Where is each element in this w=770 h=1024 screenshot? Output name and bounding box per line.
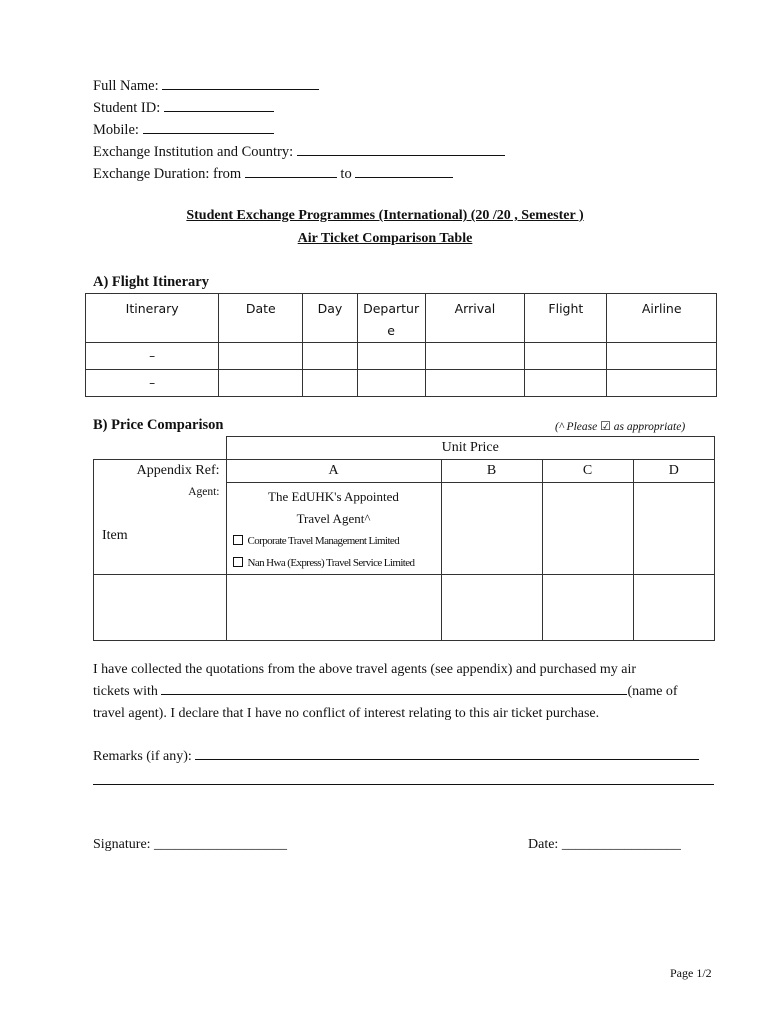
agent-d-cell[interactable] — [633, 483, 715, 575]
header-itinerary: Itinerary — [86, 294, 219, 343]
declaration-line2 — [93, 681, 678, 703]
mobile-label: Mobile: — [93, 122, 139, 138]
agent-label: Agent: — [188, 485, 220, 498]
institution-field[interactable] — [297, 143, 505, 156]
page-subtitle: Air Ticket Comparison Table — [297, 231, 473, 246]
declaration-suffix: (name of — [627, 684, 678, 699]
price-b-cell[interactable] — [441, 575, 542, 641]
flight-cell[interactable] — [525, 343, 607, 370]
airline-cell[interactable] — [607, 343, 717, 370]
institution-row — [93, 143, 505, 161]
page-title: Student Exchange Programmes (International) (20 /20 , Semester ) — [186, 208, 584, 223]
agent-option-corporate[interactable] — [233, 530, 435, 552]
day-cell[interactable] — [303, 343, 357, 370]
mobile-row — [93, 121, 274, 139]
declaration-line1: I have collected the quotations from the above travel agents (see appendix) and purchased my air — [93, 662, 637, 677]
header-day: Day — [303, 294, 357, 343]
duration-from-label: Exchange Duration: from — [93, 166, 242, 182]
full-name-row — [93, 77, 319, 95]
note-suffix: as appropriate) — [613, 421, 686, 433]
signature-label: Signature: — [93, 837, 151, 852]
header-arrival: Arrival — [425, 294, 525, 343]
airline-cell[interactable] — [607, 370, 717, 397]
note-prefix: (^ Please — [555, 421, 598, 433]
agent-c-cell[interactable] — [542, 483, 633, 575]
institution-label: Exchange Institution and Country: — [93, 144, 294, 160]
header-flight: Flight — [525, 294, 607, 343]
table-row — [86, 370, 717, 397]
column-d-header: D — [633, 460, 715, 483]
agent-a-line1: The EdUHK's Appointed — [268, 489, 399, 504]
appropriate-note — [555, 419, 685, 434]
student-id-field[interactable] — [164, 99, 274, 112]
appendix-ref-label: Appendix Ref: — [94, 460, 227, 483]
date-cell[interactable] — [219, 370, 303, 397]
full-name-field[interactable] — [162, 77, 319, 90]
travel-agent-name-field[interactable] — [161, 682, 627, 695]
student-id-label: Student ID: — [93, 100, 161, 116]
departure-cell[interactable] — [357, 343, 425, 370]
price-comparison-heading: B) Price Comparison — [93, 417, 224, 433]
item-value-cell[interactable] — [94, 575, 227, 641]
duration-to-label: to — [340, 166, 352, 182]
itinerary-cell[interactable]: – — [86, 370, 219, 397]
header-departure: Departure — [357, 294, 425, 343]
flight-cell[interactable] — [525, 370, 607, 397]
arrival-cell[interactable] — [425, 370, 525, 397]
agent-option-label: Nan Hwa (Express) Travel Service Limited — [247, 557, 415, 569]
declaration-prefix: tickets with — [93, 684, 158, 699]
table-row — [86, 343, 717, 370]
signature-field[interactable]: ___________________ — [154, 837, 288, 852]
column-b-header: B — [441, 460, 542, 483]
agent-a-cell — [226, 483, 441, 575]
date-cell[interactable] — [219, 343, 303, 370]
remarks-label: Remarks (if any): — [93, 749, 192, 764]
agent-a-line2: Travel Agent^ — [296, 511, 371, 526]
departure-cell[interactable] — [357, 370, 425, 397]
duration-to-field[interactable] — [355, 165, 453, 178]
blank-corner — [94, 437, 227, 460]
declaration-line3: travel agent). I declare that I have no conflict of interest relating to this air ticket purchase. — [93, 706, 600, 721]
price-comparison-table — [93, 436, 715, 641]
column-c-header: C — [542, 460, 633, 483]
checked-box-icon: ☑ — [600, 419, 611, 433]
price-a-cell[interactable] — [226, 575, 441, 641]
arrival-cell[interactable] — [425, 343, 525, 370]
checkbox-icon[interactable] — [233, 535, 243, 545]
date-field[interactable]: _________________ — [561, 837, 681, 852]
agent-option-label: Corporate Travel Management Limited — [247, 535, 400, 547]
item-label: Item — [102, 527, 128, 543]
signature-row — [93, 834, 287, 856]
checkbox-icon[interactable] — [233, 557, 243, 567]
unit-price-header: Unit Price — [226, 437, 715, 460]
header-date: Date — [219, 294, 303, 343]
agent-option-nanhwa[interactable] — [233, 552, 435, 574]
price-d-cell[interactable] — [633, 575, 715, 641]
student-id-row — [93, 99, 274, 117]
itinerary-cell[interactable]: – — [86, 343, 219, 370]
flight-itinerary-heading: A) Flight Itinerary — [93, 274, 209, 290]
price-c-cell[interactable] — [542, 575, 633, 641]
remarks-field[interactable] — [195, 747, 699, 760]
day-cell[interactable] — [303, 370, 357, 397]
header-airline: Airline — [607, 294, 717, 343]
remarks-row — [93, 746, 699, 768]
date-label: Date: — [528, 837, 559, 852]
remarks-extra-line[interactable] — [93, 784, 714, 785]
agent-b-cell[interactable] — [441, 483, 542, 575]
flight-itinerary-table — [85, 293, 717, 397]
mobile-field[interactable] — [143, 121, 274, 134]
page-number: Page 1/2 — [670, 966, 712, 980]
duration-row — [93, 165, 453, 183]
duration-from-field[interactable] — [245, 165, 337, 178]
full-name-label: Full Name: — [93, 78, 159, 94]
column-a-header: A — [226, 460, 441, 483]
date-row — [528, 834, 681, 856]
item-label-cell — [94, 483, 227, 575]
